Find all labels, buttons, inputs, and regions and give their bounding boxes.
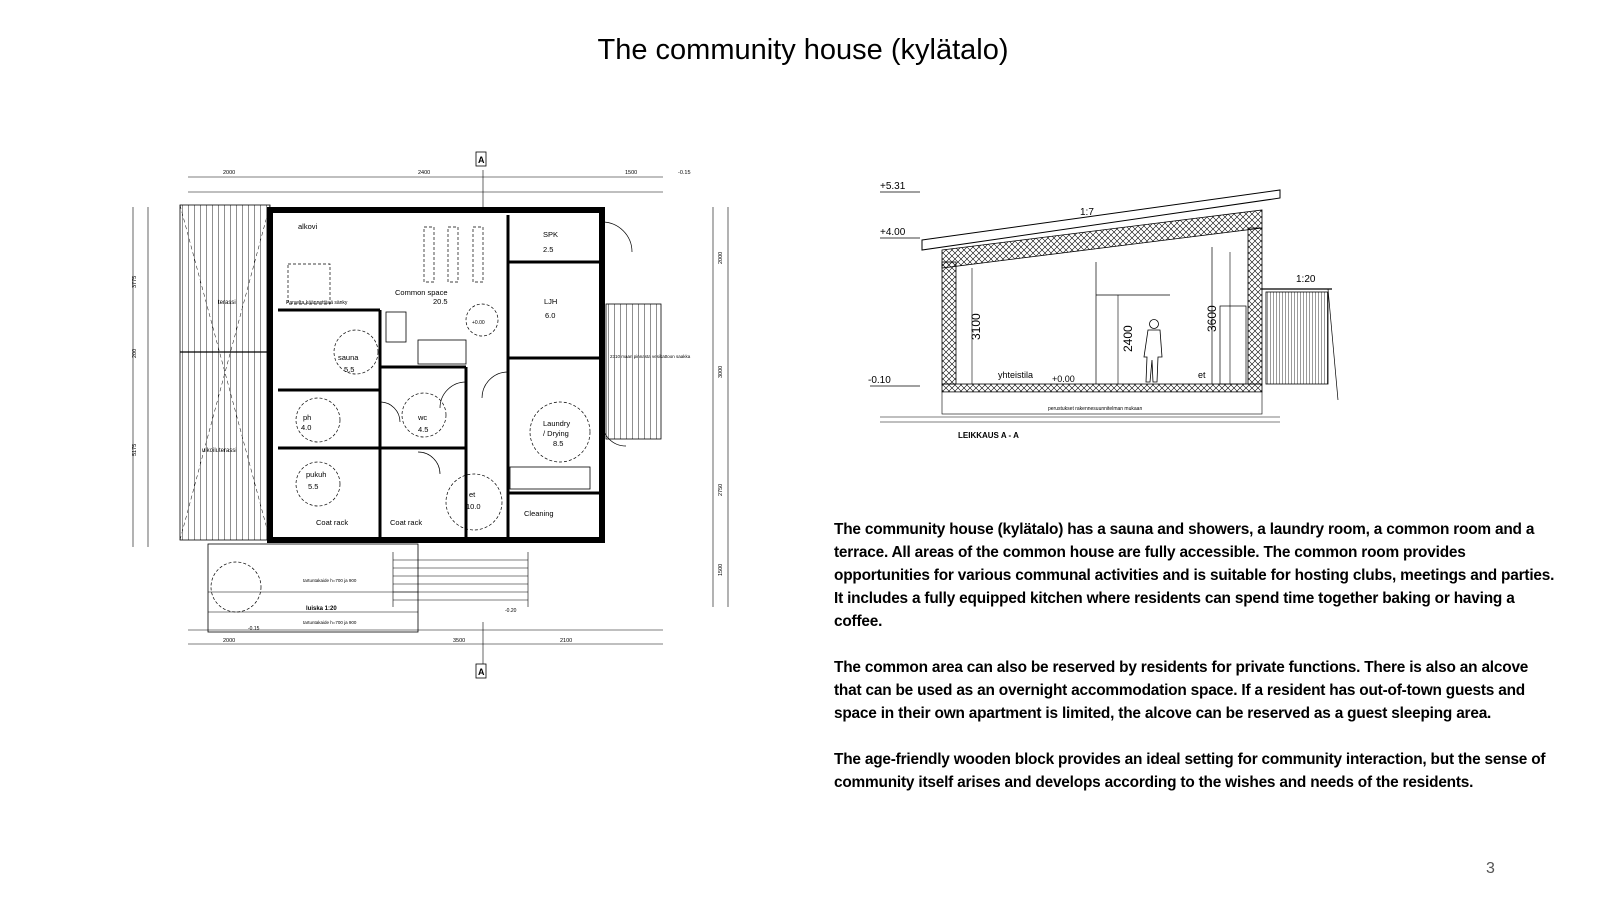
room-alcove: alkovi — [298, 222, 318, 231]
railing-note-2: tartuntakaide h=700 ja 900 — [303, 620, 357, 625]
description-paragraph-2: The common area can also be reserved by residents for private functions. There is also an alcove that can be used as an overnight accommodation space. If a resident has out-of-town guests and space in their own apartment is limited, the alcove can be reserved as a guest sleeping area. — [834, 659, 1529, 722]
height-3600: 3600 — [1205, 305, 1219, 332]
building-walls — [270, 210, 602, 540]
room-wc-area: 4.5 — [418, 425, 429, 434]
dim-right-1: 2000 — [718, 251, 724, 264]
section-marker-bottom: A — [478, 667, 485, 677]
dim-bottom-2: 3500 — [453, 638, 466, 644]
floor-slab — [942, 384, 1262, 392]
foundation-note: perustukset rakennesuunnitelman mukaan — [1048, 406, 1143, 412]
room-ph-area: 4.0 — [301, 423, 312, 432]
description-paragraph-1: The community house (kylätalo) has a sauna and showers, a laundry room, a common room and a terrace. All areas of the common house are fully accessible. The common room provides opportunities for various communal activities and is suitable for hosting clubs, meetings and parties. It includes a fully equipped kitchen where residents can spend time together baking or having a coffee. — [834, 521, 1555, 630]
dim-left-3: 5175 — [132, 443, 138, 456]
room-pukuh: pukuh — [306, 470, 327, 479]
dim-bottom-3: 2100 — [560, 638, 573, 644]
room-ljh-area: 6.0 — [545, 311, 556, 320]
railing-note-1: tartuntakaide h=700 ja 900 — [303, 578, 357, 583]
level-top: +5.31 — [880, 181, 906, 192]
dim-right-4: 1500 — [718, 563, 724, 576]
room-pukuh-area: 5.5 — [308, 482, 319, 491]
height-2400: 2400 — [1121, 325, 1135, 352]
level-common: +0.00 — [472, 320, 485, 326]
dim-left-2: 200 — [132, 348, 138, 358]
description-text — [834, 518, 1559, 817]
dim-right-2: 3000 — [718, 365, 724, 378]
room-wc: wc — [418, 413, 428, 422]
room-et-area: 10.0 — [466, 502, 481, 511]
terrace-label-1: terassi — [218, 300, 236, 306]
height-3100: 3100 — [969, 313, 983, 340]
room-ph: ph — [303, 413, 312, 422]
dim-top-3: 1500 — [625, 170, 638, 176]
room-drying: / Drying — [543, 429, 569, 438]
room-sauna: sauna — [338, 353, 359, 362]
dim-right-3: 2750 — [718, 483, 724, 496]
room-sauna-area: 5.5 — [344, 365, 355, 374]
room-spk: SPK — [543, 230, 559, 239]
entrance-ramp — [606, 304, 661, 439]
section-caption: LEIKKAUS A - A — [958, 431, 1019, 440]
dim-bottom-1: 2000 — [223, 638, 236, 644]
level-mid: +4.00 — [880, 227, 906, 238]
floor-plan-drawing — [128, 82, 773, 694]
dim-left-1: 3775 — [132, 275, 138, 288]
level-bottom-left: -0.15 — [248, 626, 260, 632]
room-common-area: 20.5 — [433, 297, 448, 306]
level-low: -0.10 — [868, 375, 891, 386]
terrace-label-2: ulkoiluterassi — [202, 448, 237, 454]
level-bottom-right: -0.20 — [505, 608, 517, 614]
room-laundry-area: 8.5 — [553, 439, 564, 448]
slide-title: The community house (kylätalo) — [597, 34, 1009, 66]
room-spk-area: 2.5 — [543, 245, 554, 254]
outlet-note: 2310 maan pinnasta vesikattoon saakka — [610, 354, 691, 359]
ramp-label: luiska 1:20 — [306, 606, 337, 612]
page-number: 3 — [1486, 860, 1495, 877]
room-yhteistila: yhteistila — [998, 370, 1034, 380]
room-ljh: LJH — [544, 297, 558, 306]
dim-top-4: -0.15 — [678, 170, 691, 176]
dim-top-1: 2000 — [223, 170, 236, 176]
coat-rack-left: Coat rack — [316, 518, 349, 527]
description-paragraph-3: The age-friendly wooden block provides an ideal setting for community interaction, but the sense of community itself arises and develops according to the wishes and needs of the residents. — [834, 751, 1546, 791]
person-figure — [1144, 320, 1162, 383]
room-cleaning: Cleaning — [524, 509, 554, 518]
dim-top-2: 2400 — [418, 170, 431, 176]
floor-level: +0.00 — [1052, 374, 1075, 384]
room-et-section: et — [1198, 370, 1206, 380]
room-et: et — [469, 490, 476, 499]
ramp-slope: 1:20 — [1296, 274, 1316, 285]
coat-rack-right: Coat rack — [390, 518, 423, 527]
room-laundry: Laundry — [543, 419, 571, 428]
roof-slope: 1:7 — [1080, 207, 1094, 218]
room-common-space: Common space — [395, 288, 448, 297]
ramp-area — [208, 544, 418, 632]
alcove-note: Parvelta käännettävä sänky — [286, 300, 348, 306]
section-marker-top: A — [478, 155, 485, 165]
section-drawing — [868, 172, 1380, 457]
